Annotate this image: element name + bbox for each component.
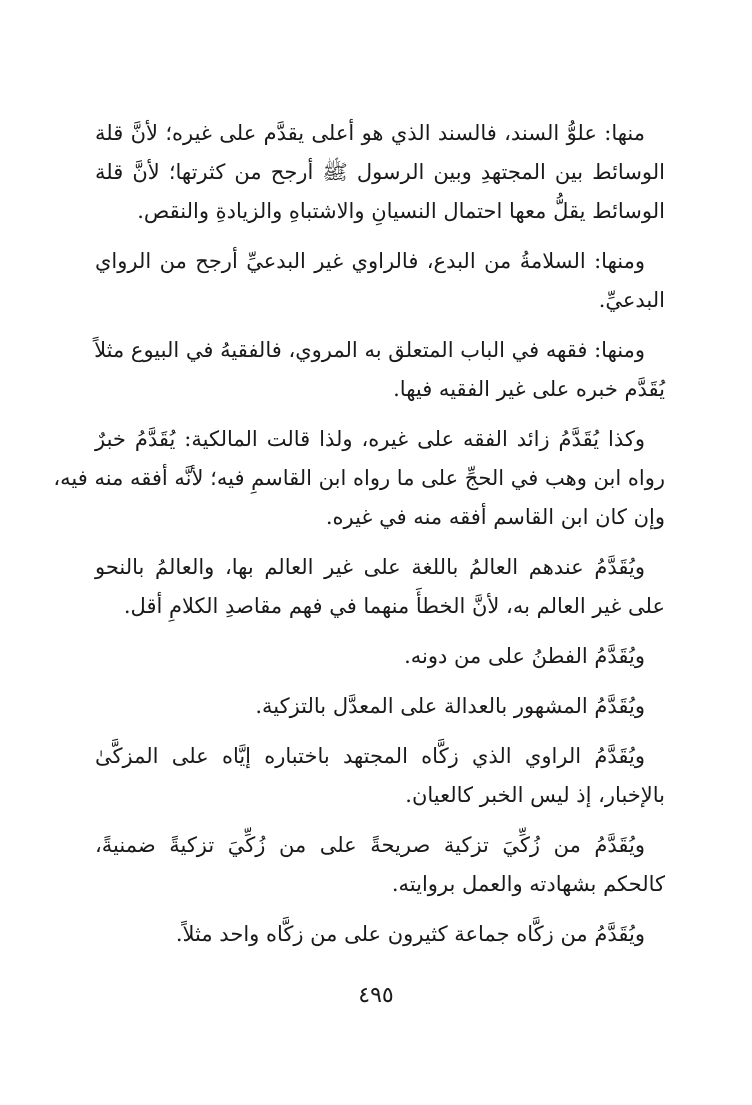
text-line: البدعيِّ.	[598, 288, 665, 312]
page-number: ٤٩٥	[358, 983, 394, 1008]
text-line: منها: علوُّ السند، فالسند الذي هو أعلى يقدَّم على غيره؛ لأنَّ قلة	[95, 121, 645, 145]
paragraph-4	[53, 420, 665, 537]
paragraph-1	[95, 114, 665, 231]
text-line: ويُقَدَّمُ من زُكِّيَ تزكية صريحةً على من زُكِّيَ تزكيةً ضمنيةً،	[95, 833, 645, 857]
text-line: ويُقَدَّمُ عندهم العالمُ باللغة على غير العالم بها، والعالمُ بالنحو	[95, 555, 645, 579]
paragraph-6	[95, 637, 665, 676]
paragraph-5	[95, 548, 665, 626]
paragraph-9	[95, 826, 665, 904]
text-line: بالإخبار، إذ ليس الخبر كالعيان.	[405, 783, 665, 807]
paragraph-7	[95, 687, 665, 726]
text-line: ويُقَدَّمُ الراوي الذي زكَّاه المجتهد باختباره إيَّاه على المزكَّىٰ	[95, 744, 645, 768]
page-body	[53, 114, 665, 965]
text-line: ويُقَدَّمُ من زكَّاه جماعة كثيرون على من زكَّاه واحد مثلاً.	[175, 922, 645, 946]
text-line: رواه ابن وهب في الحجِّ على ما رواه ابن القاسمِ فيه؛ لأنَّه أفقه منه فيه،	[53, 466, 665, 490]
text-line: ويُقَدَّمُ المشهور بالعدالة على المعدَّل بالتزكية.	[255, 694, 645, 718]
text-line: ومنها: فقهه في الباب المتعلق به المروي، فالفقيهُ في البيوع مثلاً	[94, 338, 645, 362]
text-line: وكذا يُقَدَّمُ زائد الفقه على غيره، ولذا قالت المالكية: يُقَدَّمُ خبرٌ	[95, 427, 645, 451]
paragraph-2	[95, 242, 665, 320]
paragraph-3	[95, 331, 665, 409]
text-line: الوسائط يقلُّ معها احتمال النسيانِ والاشتباهِ والزيادةِ والنقص.	[137, 199, 665, 223]
text-line: ومنها: السلامةُ من البدع، فالراوي غير البدعيِّ أرجح من الرواي	[95, 249, 645, 273]
text-line: وإن كان ابن القاسم أفقه منه في غيره.	[325, 505, 665, 529]
text-line: كالحكم بشهادته والعمل بروايته.	[391, 872, 665, 896]
text-line: على غير العالم به، لأنَّ الخطأَ منهما في فهم مقاصدِ الكلامِ أقل.	[123, 594, 665, 618]
text-line: الوسائط بين المجتهدِ وبين الرسول ﷺ أرجح من كثرتها؛ لأنَّ قلة	[95, 160, 665, 184]
text-line: يُقَدَّم خبره على غير الفقيه فيها.	[393, 377, 665, 401]
paragraph-8	[95, 737, 665, 815]
text-line: ويُقَدَّمُ الفطنُ على من دونه.	[404, 644, 645, 668]
paragraph-10	[95, 915, 665, 954]
